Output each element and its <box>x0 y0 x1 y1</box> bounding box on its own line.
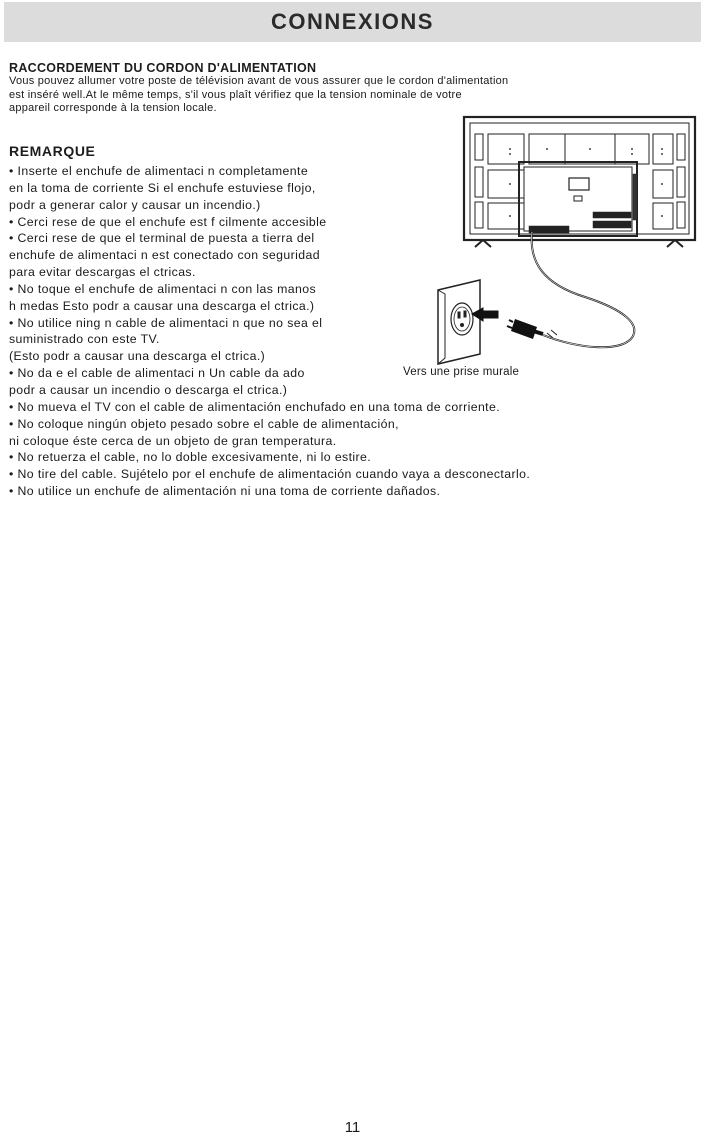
wall-outlet-icon <box>438 280 480 364</box>
intro-line: appareil corresponde à la tension locale. <box>9 102 217 114</box>
note-line: • Inserte el enchufe de alimentaci n completamente <box>9 164 309 178</box>
intro-line: est inséré well.At le même temps, s'il vous plaît vérifiez que la tension nominale de votre <box>9 88 462 101</box>
tv-connection-diagram <box>425 112 700 384</box>
intro-line: Vous pouvez allumer votre poste de télévision avant de vous assurer que le cordon d'alimentation <box>9 75 509 87</box>
note-line: enchufe de alimentaci n est conectado con seguridad <box>9 248 320 263</box>
note-line: • No toque el enchufe de alimentaci n con las manos <box>9 281 317 296</box>
note-line: • No tire del cable. Sujételo por el enchufe de alimentación cuando vaya a desconectarlo. <box>9 467 531 482</box>
note-line: • No retuerza el cable, no lo doble excesivamente, ni lo estire. <box>9 450 372 465</box>
diagram-caption: Vers une prise murale <box>403 366 520 378</box>
power-cord-heading: RACCORDEMENT DU CORDON D'ALIMENTATION <box>9 61 317 75</box>
remarque-heading: REMARQUE <box>9 143 96 159</box>
note-line: podr a causar un incendio o descarga el ctrica.) <box>9 382 288 397</box>
note-line: podr a generar calor y causar un incendio.) <box>9 197 261 212</box>
note-line: ni coloque éste cerca de un objeto de gran temperatura. <box>9 433 337 448</box>
note-line: • Cerci rese de que el enchufe est f cilmente accesible <box>9 214 327 229</box>
note-line: • No utilice un enchufe de alimentación ni una toma de corriente dañados. <box>9 484 441 499</box>
note-line: en la toma de corriente Si el enchufe estuviese flojo, <box>9 180 316 195</box>
tv-back-icon <box>464 117 695 240</box>
note-line: para evitar descargas el ctricas. <box>9 265 196 280</box>
power-cord-icon <box>532 232 635 347</box>
page-number: 11 <box>344 1119 361 1136</box>
insert-arrow-icon <box>472 308 498 321</box>
note-line: • Cerci rese de que el terminal de puesta a tierra del <box>9 231 315 246</box>
page-title: CONNEXIONS <box>271 9 434 34</box>
note-line: suministrado con este TV. <box>9 332 160 347</box>
note-line: • No da e el cable de alimentaci n Un cable da ado <box>9 366 305 381</box>
note-line: h medas Esto podr a causar una descarga el ctrica.) <box>9 298 315 313</box>
note-line: • No utilice ning n cable de alimentaci n que no sea el <box>9 315 323 330</box>
title-bar <box>4 2 701 42</box>
plug-icon <box>507 319 557 339</box>
power-cord-intro <box>9 75 629 116</box>
note-line: (Esto podr a causar una descarga el ctrica.) <box>9 349 266 364</box>
note-line: • No mueva el TV con el cable de alimentación enchufado en una toma de corriente. <box>9 399 501 414</box>
note-line: • No coloque ningún objeto pesado sobre el cable de alimentación, <box>9 416 399 431</box>
